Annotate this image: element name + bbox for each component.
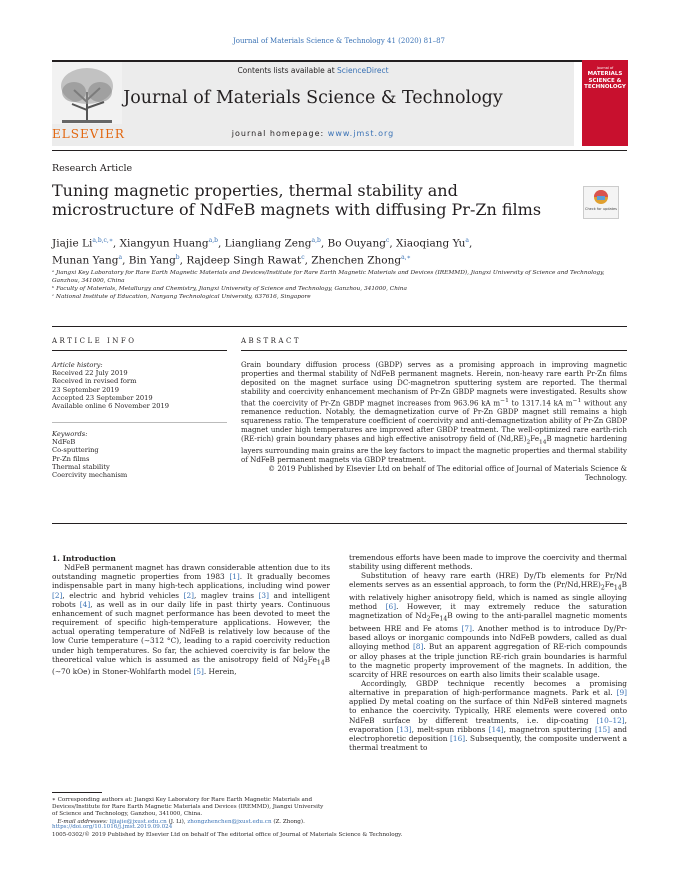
info-rule (52, 350, 227, 351)
body-paragraph: tremendous efforts have been made to improve the coercivity and thermal stability using different methods. (349, 553, 627, 572)
keywords-label: Keywords: (52, 430, 88, 438)
history-item: Available online 6 November 2019 (52, 402, 170, 411)
abstract-body (241, 361, 627, 483)
abstract-heading: ABSTRACT (241, 337, 302, 345)
check-updates-text: Check for updates (585, 207, 617, 211)
body-paragraph: Substitution of heavy rare earth (HRE) Dy/Tb elements for Pr/Nd elements serves as an essential approach, to form the $(Pr/Nd,HRE)_2Fe_{14}B$ with relatively higher anisotropy field, which is named as single alloying method [6]. However, it may extremely reduce the saturation magnetization of $Nd_2Fe_{14}B$ owing to the anti-parallel magnetic moments between HRE and Fe atoms [7]. Another method is to introduce Dy/Pr-based alloys or inorganic compounds into NdFeB powders, called as dual alloying method [8]. But an apparent aggregation of RE-rich compounds or alloy phases at the triple junction RE-rich grain boundaries is harmful to the magnetic property improvement of the magnets. In addition, the scarcity of HRE resources on earth also limits their scalable usage. (349, 571, 627, 679)
article-type: Research Article (52, 163, 133, 174)
history-item: Received in revised form (52, 377, 137, 386)
abstract-bottom-rule (52, 523, 627, 524)
contents-line: Contents lists available at ScienceDirect (237, 66, 389, 75)
column-right (349, 553, 627, 752)
journal-name: Journal of Materials Science & Technology (123, 88, 503, 108)
journal-cover[interactable] (582, 60, 628, 146)
page-footer (52, 824, 627, 839)
cover-title: MATERIALS SCIENCE & TECHNOLOGY (584, 71, 626, 90)
history-item: Received 22 July 2019 (52, 369, 128, 378)
body-paragraph: Accordingly, GBDP technique recently becomes a promising alternative in preparation of high-performance magnets. Park et al. [9] applied Dy metal coating on the surface of thin NdFeB sintered magnets to enhance the coercivity. Typically, HRE elements were covered onto NdFeB surface by different treatments, i.e. dip-coating [10–12], evaporation [13], melt-spun ribbons [14], magnetron sputtering [15] and electrophoretic deposition [16]. Subsequently, the composite underwent a thermal treatment to (349, 678, 627, 753)
homepage-link[interactable]: www.jmst.org (327, 129, 395, 138)
abstract-copyright: © 2019 Published by Elsevier Ltd on behalf of The editorial office of Journal of Materials Science & Technology. (268, 463, 627, 482)
journal-citation[interactable]: Journal of Materials Science & Technology 41 (2020) 81–87 (233, 37, 445, 45)
keyword: Pr-Zn films (52, 454, 90, 463)
history-item: 23 September 2019 (52, 385, 120, 394)
journal-homepage: journal homepage: www.jmst.org (231, 129, 395, 138)
doi-link[interactable]: https://doi.org/10.1016/j.jmst.2019.09.024 (52, 824, 173, 830)
info-top-rule (52, 326, 627, 327)
header-bottom-rule (52, 150, 627, 151)
keyword: Thermal stability (52, 462, 110, 471)
footnote-rule (52, 792, 102, 793)
body-paragraph: NdFeB permanent magnet has drawn considerable attention due to its outstanding magnetic properties from 1983 [1]. It gradually becomes indispensable part in many high-tech applications, including wind power [2], electric and hybrid vehicles [2], maglev trains [3] and intelligent robots [4], as well as in our daily life in past thirty years. Continuous enhancement of such magnet performance has been devoted to meet the requirement of specific high-temperature applications. However, the actual operating temperature of NdFeB is relatively low because of the low Curie temperature (∼312 °C), leading to a rapid coercivity reduction under high temperatures. So far, the achieved coercivity is far below the theoretical value which is assumed as the anisotropy field of $Nd_2Fe_{14}B$ (∼70 kOe) in Stoner-Wohlfarth model [5]. Herein, (52, 563, 330, 677)
article-history (52, 361, 227, 410)
corresponding-footnote (52, 792, 330, 826)
keyword: Coercivity mechanism (52, 471, 128, 480)
publisher-name: ELSEVIER (52, 127, 125, 141)
author-list: Jiajie $Li^{a,b,c,∗}$, Xiangyun Huang$^{a,b}$, Liangliang Zeng$^{a,b}$, Bo Ouyang$^c$, Xiaoqiang Yu$^a$, Munan Yang$^a$, Bin Yang$^b$, Rajdeep Singh Rawat$^c$, Zhenchen Zhong$^{a,∗}$ (52, 237, 473, 266)
keywords (52, 430, 227, 479)
abstract-text: Grain boundary diffusion process (GBDP) serves as a promising approach in improving magnetic properties and thermal stability of NdFeB permanent magnets. Herein, non-heavy rare earth Pr-Zn films deposited on the magnet surface using DC-magnetron sputtering system are reported. The thermal stability and coercivity enhancement mechanism of Pr-Zn GBDP magnets were investigated. Results show that the coercivity of Pr-Zn GBDP magnet increases from 963.96 kA $m^{-1}$ to 1317.14 kA $m^{-1}$ without any remanence reduction. Notably, the demagnetization curve of Pr-Zn GBDP magnet still remains a high squareness ratio. The temperature coefficient of coercivity and anti-demagnetization ability of Pr-Zn GBDP magnet under high temperatures are improved after GBDP treatment. The well-optimized rare earth-rich (RE-rich) grain boundary phases and high effective anisotropy field of $(Nd,RE)_2Fe_{14}B$ magnetic hardening layers surrounding main grains are the key factors to impact the magnetic properties and thermal stability of NdFeB permanent magnets via GBDP treatment. (241, 360, 628, 464)
article-info-heading: ARTICLE INFO (52, 337, 137, 345)
check-for-updates-icon[interactable] (583, 186, 619, 219)
keyword: Co-sputtering (52, 446, 99, 455)
issn-line: 1005-0302/© 2019 Published by Elsevier Ltd on behalf of The editorial office of Journal of Materials Science & Technology. (52, 831, 403, 838)
sciencedirect-link[interactable]: ScienceDirect (337, 66, 389, 75)
header-rule (52, 60, 627, 62)
keyword: NdFeB (52, 438, 76, 447)
cover-pre: Journal of (596, 66, 614, 70)
section-heading: 1. Introduction (52, 554, 116, 563)
abstract-rule (241, 350, 627, 351)
affiliation-a: ᵃ Jiangxi Key Laboratory for Rare Earth Magnetic Materials and Devices/Institute for Rare Earth Magnetic Materials and Devices (IREMMD), Jiangxi University of Science and Technology, Ganzhou, 341000, China (52, 270, 605, 284)
affiliations (52, 269, 612, 301)
history-item: Accepted 23 September 2019 (52, 393, 153, 402)
footnote-text: ∗ Corresponding authors at: Jiangxi Key Laboratory for Rare Earth Magnetic Materials and Devices/Institute for Rare Earth Magnetic Materials and Devices (IREMMD), Jiangxi University of Science and Technology, Ganzhou, 341000, China. E-mail addresses: lijiajie@jxust.edu.cn (J. Li), zhongzhenchen@jxust.edu.cn (Z. Zhong). (52, 797, 324, 825)
article-title: Tuning magnetic properties, thermal stability and microstructure of NdFeB magnets with diffusing Pr-Zn films (52, 181, 542, 219)
affiliation-b: ᵇ Faculty of Materials, Metallurgy and Chemistry, Jiangxi University of Science and Technology, Ganzhou, 341000, China (52, 286, 407, 292)
column-left (52, 554, 330, 677)
affiliation-c: ᶜ National Institute of Education, Nanyang Technological University, 637616, Singapore (52, 294, 311, 300)
history-label: Article history: (52, 361, 103, 369)
info-divider (52, 422, 227, 423)
